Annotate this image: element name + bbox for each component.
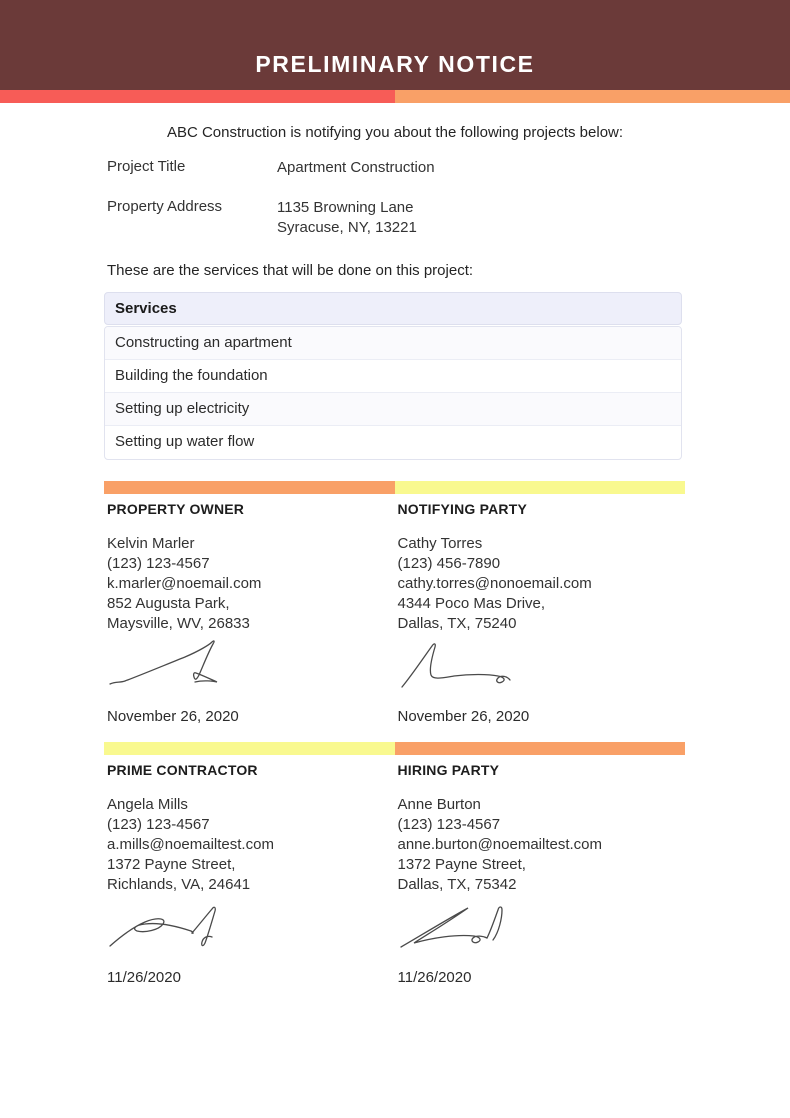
property-address-value — [277, 198, 417, 238]
stripe-segment-yellow — [395, 481, 686, 494]
section-accent-stripe-1 — [104, 481, 685, 494]
table-row: Setting up water flow — [115, 433, 255, 450]
signature-notifying-party — [398, 639, 686, 691]
stripe-segment-yellow — [104, 742, 395, 755]
party-name: Angela Mills — [107, 796, 188, 813]
party-contact-block — [107, 795, 395, 895]
services-table-header: Services — [104, 292, 682, 325]
page-title: PRELIMINARY NOTICE — [255, 51, 535, 77]
party-address-line1: 1372 Payne Street, — [397, 856, 526, 873]
stripe-segment-orange — [104, 481, 395, 494]
signature-property-owner — [107, 639, 395, 691]
party-address-line1: 1372 Payne Street, — [107, 856, 236, 873]
party-phone: (123) 123-4567 — [107, 816, 210, 833]
party-email: a.mills@noemailtest.com — [107, 836, 274, 853]
party-row-1 — [104, 494, 685, 725]
party-phone: (123) 123-4567 — [397, 816, 501, 833]
table-row: Constructing an apartment — [105, 327, 681, 360]
signature-hiring-party — [398, 900, 686, 952]
signature-prime-contractor — [107, 900, 395, 952]
project-fields — [107, 158, 790, 238]
party-phone: (123) 123-4567 — [107, 555, 210, 572]
project-title-label: Project Title — [107, 158, 186, 175]
party-address-line2: Dallas, TX, 75342 — [397, 876, 517, 893]
party-name: Kelvin Marler — [107, 535, 195, 552]
intro-text: ABC Construction is notifying you about the following projects below: — [166, 124, 624, 141]
party-phone: (123) 456-7890 — [397, 555, 501, 572]
table-row: Building the foundation — [105, 360, 681, 393]
services-intro-text: These are the services that will be done on this project: — [107, 262, 474, 279]
party-contact-block — [398, 795, 686, 895]
party-heading: PROPERTY OWNER — [107, 501, 245, 517]
party-property-owner — [104, 494, 395, 725]
party-name: Anne Burton — [397, 796, 481, 813]
party-date: November 26, 2020 — [107, 708, 239, 725]
property-address-row — [107, 198, 790, 238]
party-hiring-party — [395, 755, 686, 986]
party-notifying-party — [395, 494, 686, 725]
stripe-segment-orange — [395, 742, 686, 755]
party-address-line1: 4344 Poco Mas Drive, — [397, 595, 546, 612]
section-accent-stripe-2 — [104, 742, 685, 755]
party-date: 11/26/2020 — [107, 969, 181, 986]
property-address-line2: Syracuse, NY, 13221 — [277, 219, 417, 236]
stripe-segment-orange — [395, 90, 790, 103]
document-header — [0, 0, 790, 90]
stripe-segment-coral — [0, 90, 395, 103]
party-contact-block — [398, 534, 686, 634]
party-row-2 — [104, 755, 685, 986]
party-address-line2: Richlands, VA, 24641 — [107, 876, 251, 893]
party-address-line2: Dallas, TX, 75240 — [397, 615, 517, 632]
project-title-value: Apartment Construction — [277, 159, 435, 176]
party-heading: NOTIFYING PARTY — [397, 501, 528, 517]
party-date: 11/26/2020 — [397, 969, 472, 986]
party-date: November 26, 2020 — [397, 708, 530, 725]
project-title-row — [107, 158, 790, 178]
services-table-body — [104, 326, 682, 460]
property-address-line1: 1135 Browning Lane — [277, 199, 414, 216]
party-address-line1: 852 Augusta Park, — [107, 595, 230, 612]
services-table — [104, 292, 682, 460]
party-contact-block — [107, 534, 395, 634]
party-name: Cathy Torres — [397, 535, 483, 552]
party-email: k.marler@noemail.com — [107, 575, 262, 592]
party-address-line2: Maysville, WV, 26833 — [107, 615, 250, 632]
party-email: anne.burton@noemailtest.com — [397, 836, 603, 853]
table-row: Setting up electricity — [105, 393, 681, 426]
header-accent-stripe — [0, 90, 790, 103]
property-address-label: Property Address — [107, 198, 223, 215]
party-prime-contractor — [104, 755, 395, 986]
party-heading: PRIME CONTRACTOR — [107, 762, 258, 778]
party-email: cathy.torres@nonoemail.com — [397, 575, 592, 592]
party-heading: HIRING PARTY — [397, 762, 500, 778]
